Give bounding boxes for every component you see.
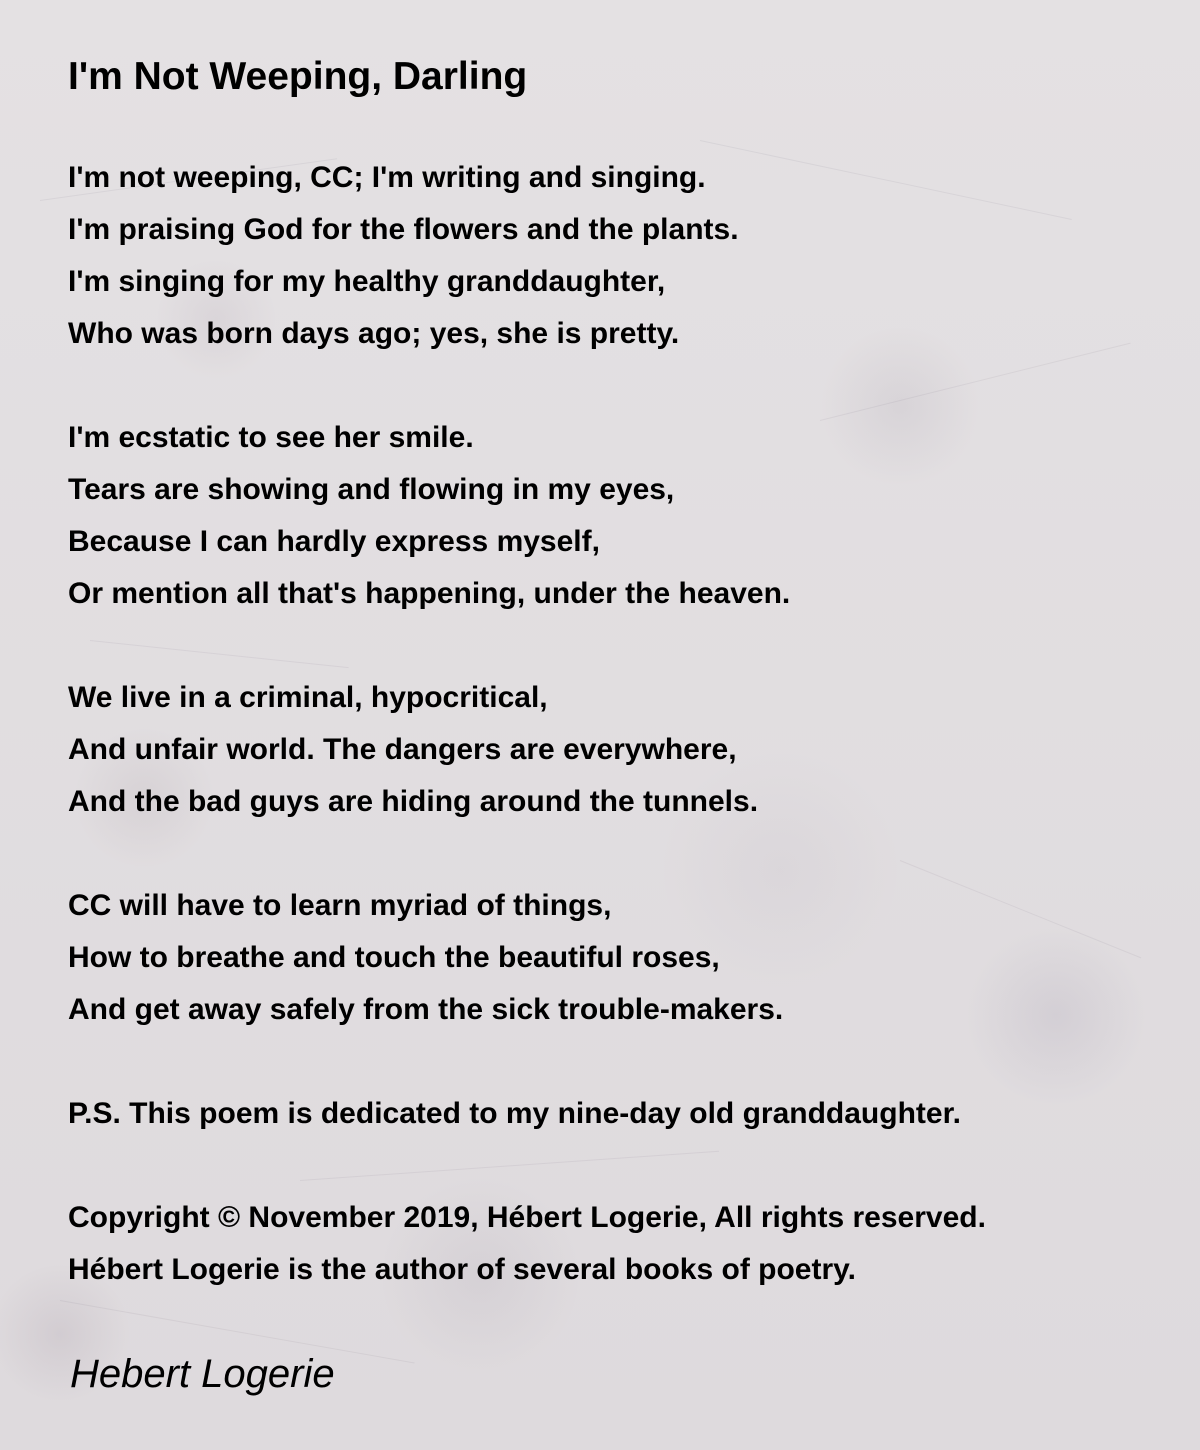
author-bio-line: Hébert Logerie is the author of several books of poetry.	[68, 1253, 856, 1286]
stanza-break	[68, 828, 986, 880]
poem-line: CC will have to learn myriad of things,	[68, 889, 612, 922]
stanza	[68, 412, 986, 620]
stanza-break	[68, 1140, 986, 1192]
stanza-break	[68, 1036, 986, 1088]
poem-line: Who was born days ago; yes, she is pretty.	[68, 317, 680, 350]
stanza	[68, 672, 986, 828]
poem-line: Or mention all that's happening, under the heaven.	[68, 577, 791, 610]
copyright-notice	[68, 1192, 986, 1296]
stanza	[68, 152, 986, 360]
postscript-line: P.S. This poem is dedicated to my nine-day old granddaughter.	[68, 1097, 961, 1130]
stanza-break	[68, 620, 986, 672]
stanza	[68, 880, 986, 1036]
poem-title: I'm Not Weeping, Darling	[68, 55, 528, 98]
stanza-break	[68, 360, 986, 412]
poem-line: And the bad guys are hiding around the tunnels.	[68, 785, 759, 818]
poem-line: I'm not weeping, CC; I'm writing and singing.	[68, 161, 706, 194]
copyright-line: Copyright © November 2019, Hébert Logerie, All rights reserved.	[68, 1201, 986, 1234]
poem-line: We live in a criminal, hypocritical,	[68, 681, 548, 714]
poem-line: And get away safely from the sick trouble-makers.	[68, 993, 784, 1026]
poem-line: Tears are showing and flowing in my eyes,	[68, 473, 675, 506]
poem-line: I'm ecstatic to see her smile.	[68, 421, 474, 454]
postscript	[68, 1088, 986, 1140]
poem-body	[68, 152, 986, 1296]
poem-line: Because I can hardly express myself,	[68, 525, 600, 558]
poem-line: I'm praising God for the flowers and the plants.	[68, 213, 739, 246]
poem-author: Hebert Logerie	[70, 1352, 335, 1396]
poem-line: I'm singing for my healthy granddaughter,	[68, 265, 666, 298]
poem-line: How to breathe and touch the beautiful roses,	[68, 941, 720, 974]
poem-line: And unfair world. The dangers are everywhere,	[68, 733, 737, 766]
